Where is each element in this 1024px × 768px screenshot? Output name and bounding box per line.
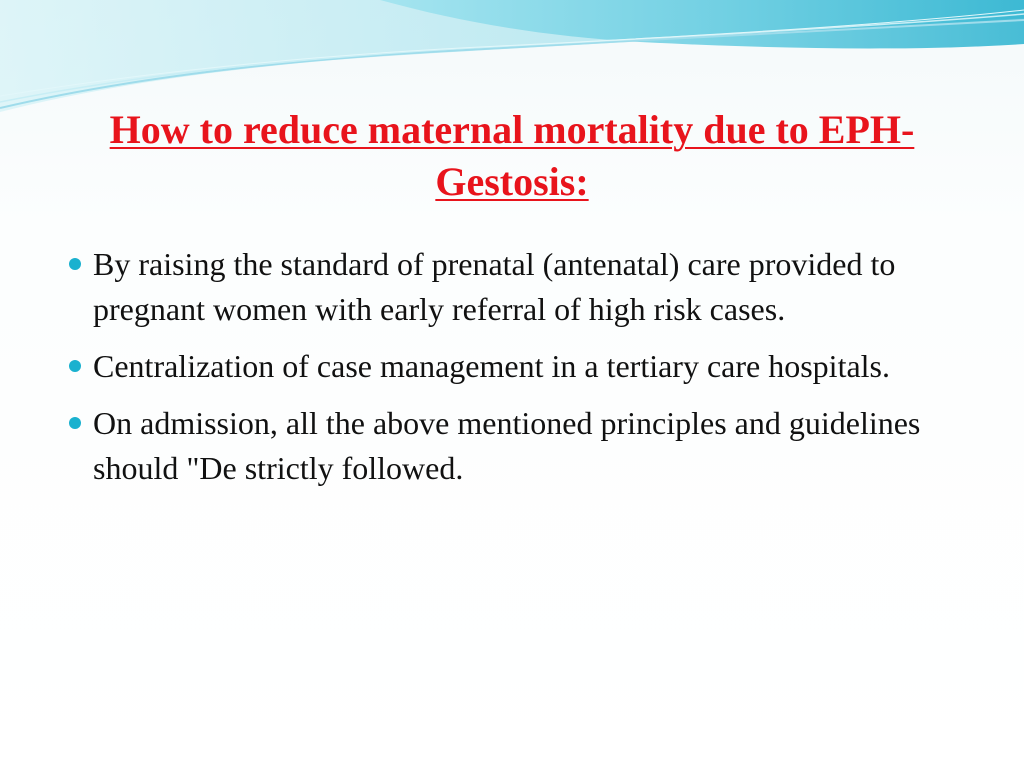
bullet-circle-icon: [69, 258, 81, 270]
bullet-item: [62, 401, 962, 491]
bullet-circle-icon: [69, 417, 81, 429]
bullet-text: Centralization of case management in a tertiary care hospitals.: [93, 348, 890, 384]
bullet-list: [62, 242, 962, 503]
bullet-item: [62, 344, 962, 389]
bullet-circle-icon: [69, 360, 81, 372]
slide-title: How to reduce maternal mortality due to EPH-Gestosis:: [109, 107, 915, 204]
bullet-text: By raising the standard of prenatal (antenatal) care provided to pregnant women with early referral of high risk cases.: [93, 246, 896, 327]
bullet-item: [62, 242, 962, 332]
bullet-text: On admission, all the above mentioned principles and guidelines should "De strictly followed.: [93, 405, 921, 486]
